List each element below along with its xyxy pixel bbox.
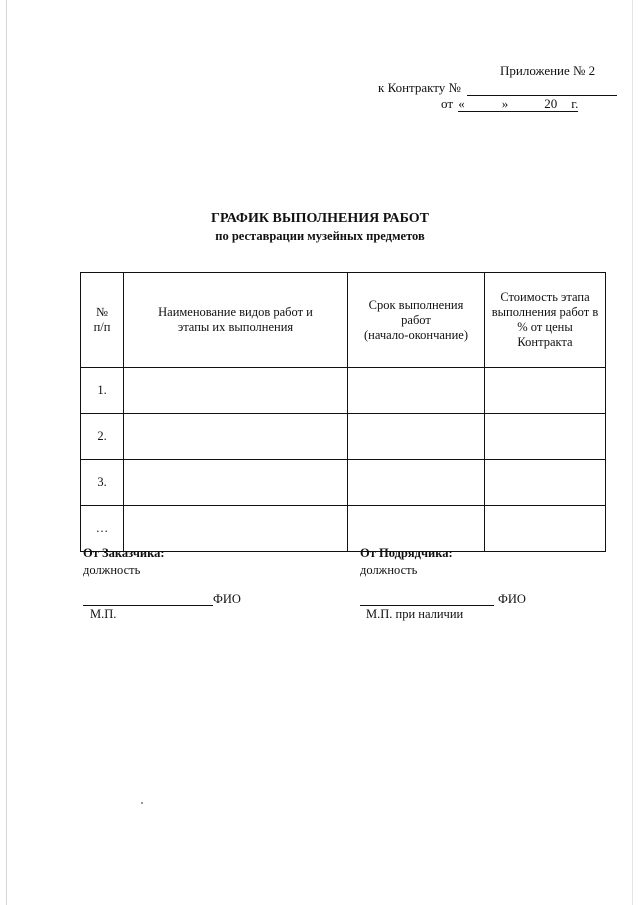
row-number-cell: 1. [81,368,124,414]
contractor-stamp: М.П. при наличии [366,607,464,621]
period-cell[interactable] [348,506,485,552]
cost-cell[interactable] [485,368,606,414]
work-name-cell[interactable] [124,506,348,552]
contractor-position: должность [360,563,418,577]
table-row [81,460,606,506]
page-edge-right [632,0,633,905]
date-close-quote: » [501,96,509,111]
column-header-period: Срок выполнения работ (начало-окончание) [348,273,485,368]
table-row [81,506,606,552]
date-open-quote: « [458,96,465,111]
schedule-table [80,272,606,552]
period-cell[interactable] [348,368,485,414]
appendix-label: Приложение № 2 [500,63,596,78]
contractor-name-label: ФИО [498,592,526,606]
customer-stamp: М.П. [90,607,117,621]
contractor-heading: От Подрядчика: [360,546,453,560]
date-year-suffix: г. [571,96,579,111]
table-row [81,368,606,414]
contract-date-line [441,96,578,112]
work-name-cell[interactable] [124,368,348,414]
column-header-cost: Стоимость этапа выполнения работ в % от цены Контракта [485,273,606,368]
contract-date-blank [458,97,578,112]
contract-number-blank [467,82,617,96]
date-year: 20 [544,96,558,111]
period-cell[interactable] [348,414,485,460]
customer-name-label: ФИО [213,592,241,606]
work-name-cell[interactable] [124,414,348,460]
cost-cell[interactable] [485,414,606,460]
cost-cell[interactable] [485,506,606,552]
date-prefix: от [441,96,454,111]
document-subtitle: по реставрации музейных предметов [215,229,425,243]
table-row [81,414,606,460]
column-header-work-name: Наименование видов работ и этапы их выполнения [124,273,348,368]
contract-number-line [378,80,617,96]
customer-heading: От Заказчика: [83,546,165,560]
contract-label: к Контракту № [378,80,461,95]
customer-signature-line [83,605,213,606]
customer-position: должность [83,563,141,577]
document-title: ГРАФИК ВЫПОЛНЕНИЯ РАБОТ [211,211,429,226]
scan-speck [141,802,143,804]
table-header-row [81,273,606,368]
column-header-number: № п/п [81,273,124,368]
contractor-signature-line [360,605,494,606]
period-cell[interactable] [348,460,485,506]
row-number-cell: … [81,506,124,552]
row-number-cell: 3. [81,460,124,506]
work-name-cell[interactable] [124,460,348,506]
row-number-cell: 2. [81,414,124,460]
page-edge-left [6,0,7,905]
cost-cell[interactable] [485,460,606,506]
